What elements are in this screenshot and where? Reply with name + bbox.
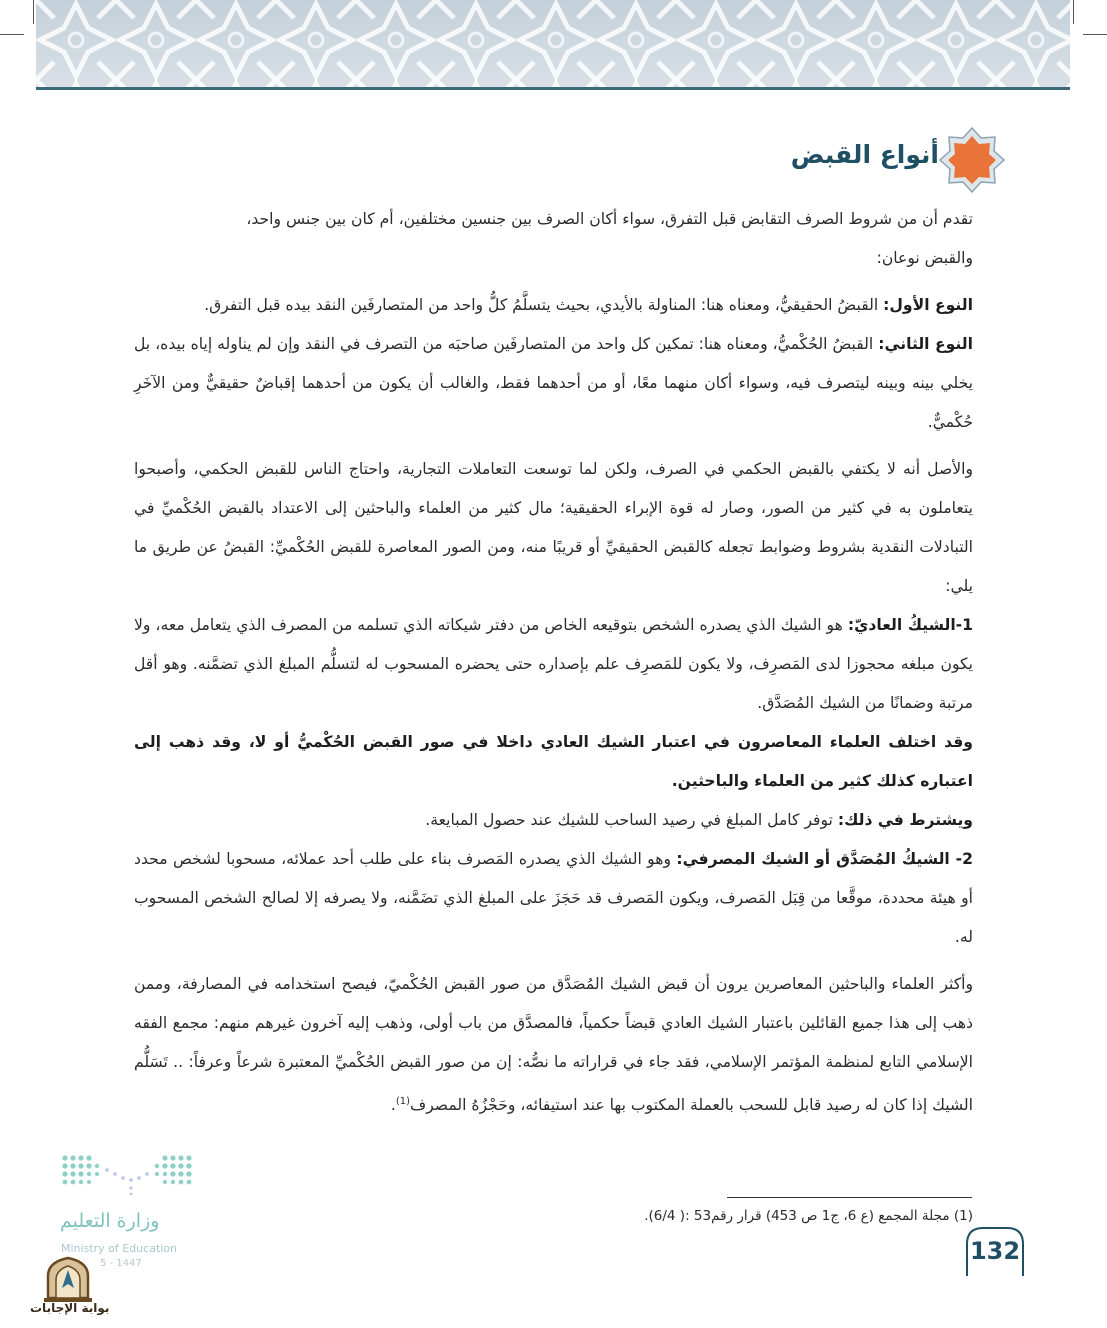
ministry-name-english: Ministry of Education bbox=[61, 1242, 178, 1255]
paragraph bbox=[134, 450, 973, 606]
paragraph-bold-text: وقد اختلف العلماء المعاصرون في اعتبار الشيك العادي داخلا في صور القبض الحُكْميُّ أو لا، وقد ذهب إلى اعتباره كذلك كثير من العلماء والباحثين. bbox=[134, 733, 973, 790]
paragraph-text: تقدم أن من شروط الصرف التقابض قبل التفرق، سواء أكان الصرف بين جنسين مختلفين، أم كان بين جنس واحد، bbox=[246, 210, 973, 228]
pattern-decoration bbox=[36, 0, 1070, 87]
paragraph-label: النوع الثاني: bbox=[878, 335, 973, 353]
page-number: 132 bbox=[969, 1237, 1021, 1265]
crop-mark bbox=[1083, 34, 1107, 35]
paragraph bbox=[134, 606, 973, 723]
portal-label: بوابة الإجابات bbox=[30, 1301, 110, 1315]
banner-underline bbox=[36, 87, 1070, 90]
crop-mark bbox=[33, 0, 34, 24]
crop-mark bbox=[1073, 0, 1074, 24]
crop-mark bbox=[0, 34, 24, 35]
paragraph-text: وأكثر العلماء والباحثين المعاصرين يرون أن قبض الشيك المُصَدَّق من صور القبض الحُكْميّ، فيصح استخدامه في المصارفة، وممن ذهب إلى هذا جميع القائلين باعتبار الشيك العادي قبضاً حكمياً، فالمصدَّق من باب أولى، وذهب إليه آخرون غيرهم منهم: مجمع الفقه الإسلامي التابع لمنظمة المؤتمر الإسلامي، فقد جاء في قراراته ما نصُّه: إن من صور القبض الحُكْميِّ المعتبرة شرعاً وعرفاً: .. تَسَلُّم الشيك إذا كان له رصيد قابل للسحب بالعملة المكتوب بها عند استيفائه، وحَجْزُهُ المصرف bbox=[134, 975, 973, 1115]
paragraph-tail: . bbox=[390, 1096, 396, 1115]
paragraph-label: 1-الشيكُ العاديّ: bbox=[847, 616, 973, 634]
footnote-divider bbox=[727, 1197, 972, 1198]
footnote-ref: (1) bbox=[395, 1096, 411, 1107]
paragraph bbox=[134, 200, 973, 239]
section-title: أنواع القبض bbox=[790, 140, 939, 169]
footnote: (1) مجلة المجمع (ع 6، ج1 ص 453) قرار رقم53 :( 6/4). bbox=[644, 1208, 973, 1224]
paragraph-text: هو الشيك الذي يصدره الشخص بتوقيعه الخاص من دفتر شيكاته الذي تسلمه من المصرف الذي يتعامل معه، ولا يكون مبلغه محجوزا لدى المَصرِف، ولا يكون للمَصرِف علم بإصداره حتى يحضره المسحوب له لتسلُّم المبلغ الذي تضمَّنه. وهو أقل مرتبة وضمانًا من الشيك المُصَدَّق. bbox=[134, 616, 973, 712]
paragraph-text: القبضُ الحُكْميُّ، ومعناه هنا: تمكين كل واحد من المتصارفَين صاحبَه من التصرف في النقد وإن لم يناوله إياه بيده، بل يخلي بينه وبينه ليتصرف فيه، وسواء أكان منهما معًا، أو من أحدهما فقط، والغالب أن يكون من أحدهما إقباضٌ حقيقيٌّ ومن الآخَرِ حُكْميٌّ. bbox=[134, 335, 973, 431]
ministry-year: 5 - 1447 bbox=[100, 1258, 142, 1269]
paragraph bbox=[134, 239, 973, 278]
paragraph-label: 2- الشيكُ المُصَدَّق أو الشيك المصرفي: bbox=[676, 850, 973, 868]
paragraph-text: وهو الشيك الذي يصدره المَصرف بناء على طلب أحد عملائه، مسحوبا لشخص محدد أو هيئة محددة، موقَّعا من قِبَل المَصرف، ويكون المَصرف قد حَجَزَ على المبلغ الذي تضَمَّنه، ولا يصرفه إلا لصالح الشخص المسحوب له. bbox=[134, 850, 973, 946]
paragraph-label: ويشترط في ذلك: bbox=[837, 811, 973, 829]
paragraph-text: القبضُ الحقيقيُّ، ومعناه هنا: المناولة بالأيدي، بحيث يتسلَّمُ كلُّ واحد من المتصارفَين النقد بيده قبل التفرق. bbox=[204, 296, 884, 314]
paragraph bbox=[134, 801, 973, 840]
paragraph-text: والأصل أنه لا يكتفي بالقبض الحكمي في الصرف، ولكن لما توسعت التعاملات التجارية، واحتاج الناس للقبض الحكمي، وأصبحوا يتعاملون به في كثير من الصور، وصار له قوة الإبراء الحقيقية؛ مال كثير من العلماء والباحثين إلى الاعتداد بالقبض الحُكْميِّ في التبادلات النقدية بشروط وضوابط تجعله كالقبض الحقيقيِّ أو قريبًا منه، ومن الصور المعاصرة للقبض الحُكْميِّ: القبضُ عن طريق ما يلي: bbox=[134, 460, 973, 595]
paragraph-text: توفر كامل المبلغ في رصيد الساحب للشيك عند حصول المبايعة. bbox=[425, 811, 838, 829]
ministry-name-arabic: وزارة التعليم bbox=[60, 1210, 160, 1232]
paragraph bbox=[134, 286, 973, 325]
paragraph bbox=[134, 723, 973, 801]
paragraph bbox=[134, 965, 973, 1125]
paragraph bbox=[134, 325, 973, 442]
header-banner bbox=[36, 0, 1070, 87]
paragraph bbox=[134, 840, 973, 957]
heading-star-icon bbox=[938, 126, 1006, 194]
paragraph-text: والقبض نوعان: bbox=[876, 249, 973, 267]
main-content bbox=[134, 200, 973, 1125]
paragraph-label: النوع الأول: bbox=[883, 296, 973, 314]
